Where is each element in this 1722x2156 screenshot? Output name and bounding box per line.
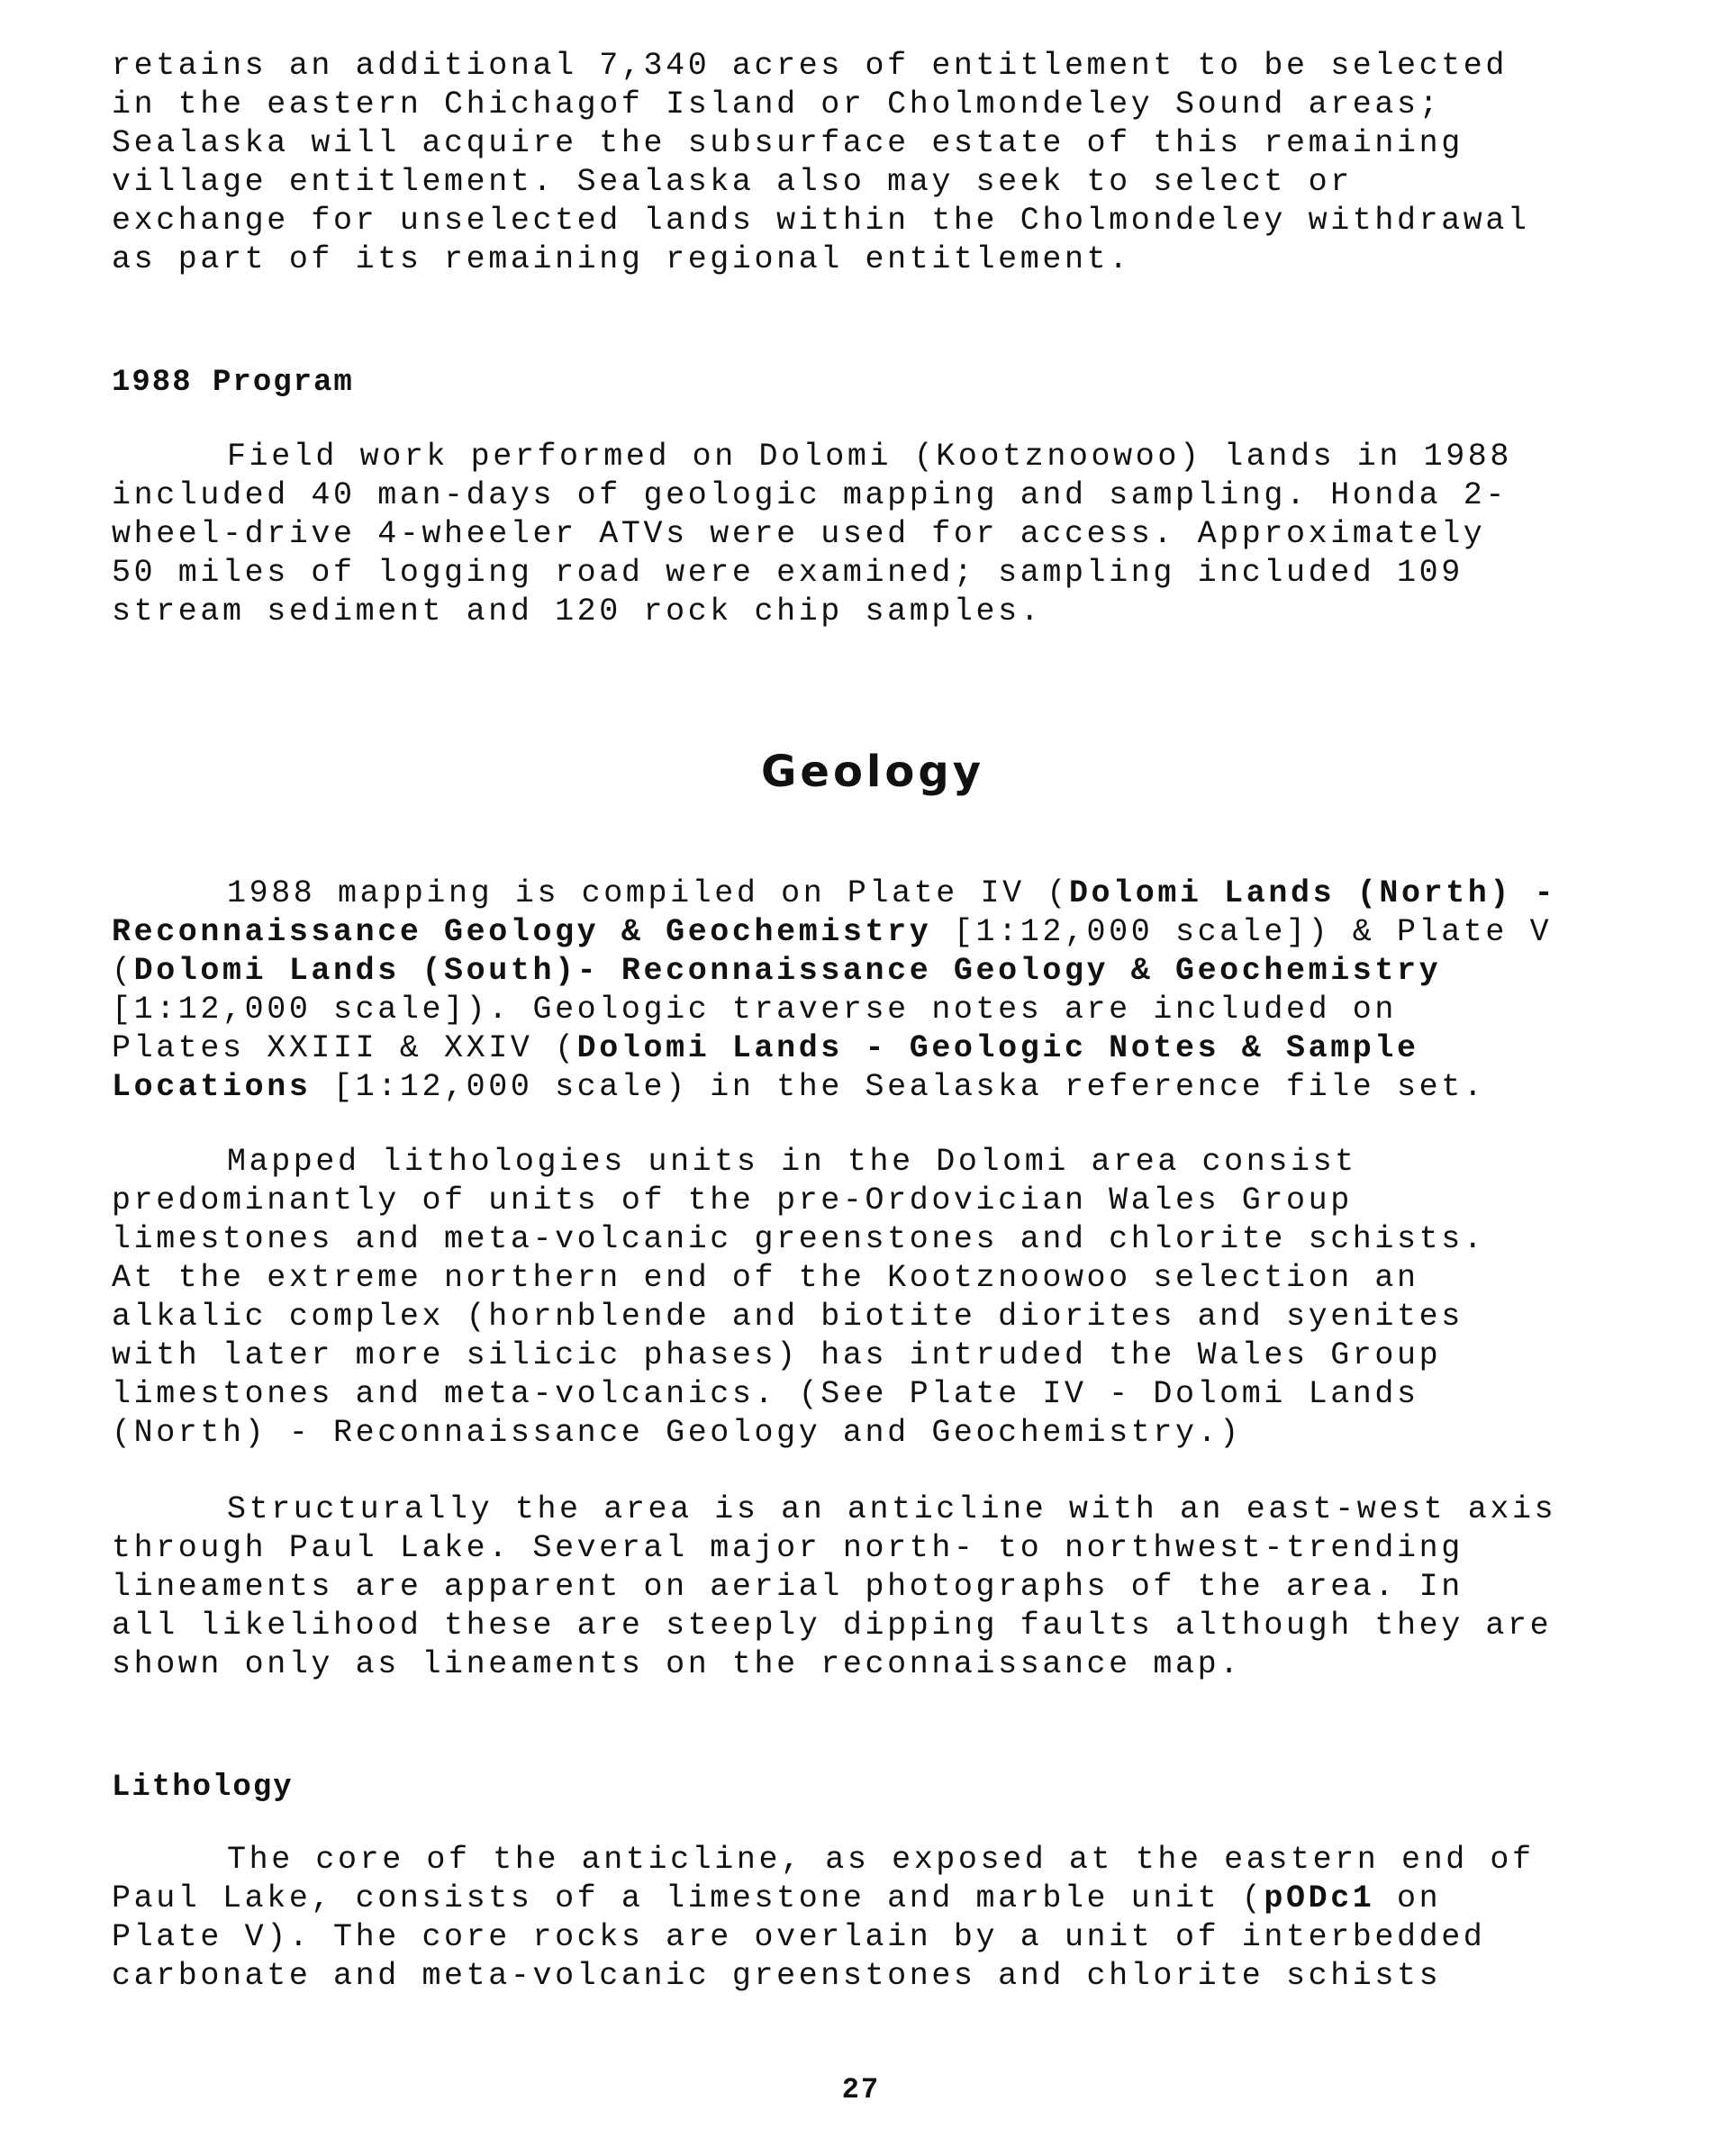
text-line: limestones and meta-volcanic greenstones and chlorite schists. [112, 1221, 1486, 1257]
mapping-paragraph [112, 874, 1634, 1107]
text-line: (North) - Reconnaissance Geology and Geochemistry.) [112, 1415, 1242, 1451]
text-line: stream sediment and 120 rock chip samples. [112, 593, 1043, 630]
text-line: village entitlement. Sealaska also may seek to select or [112, 164, 1353, 200]
structure-paragraph [112, 1490, 1634, 1684]
intro-paragraph [112, 47, 1634, 279]
text-line: 50 miles of logging road were examined; sampling included 109 [112, 555, 1464, 591]
lithology-heading: Lithology [112, 1771, 294, 1805]
text-line: in the eastern Chichagof Island or Cholmondeley Sound areas; [112, 86, 1442, 122]
text-line: all likelihood these are steeply dipping faults although they are [112, 1608, 1553, 1644]
text-line: predominantly of units of the pre-Ordovician Wales Group [112, 1182, 1353, 1218]
text-line: included 40 man-days of geologic mapping and sampling. Honda 2- [112, 477, 1509, 513]
geology-title: Geology [760, 747, 984, 797]
text-line: exchange for unselected lands within the Cholmondeley withdrawal [112, 203, 1530, 239]
page-number: 27 [841, 2073, 881, 2106]
text-line: Paul Lake, consists of a limestone and marble unit (pODc1 on [112, 1880, 1442, 1916]
document-page [112, 47, 1634, 1996]
text-line: carbonate and meta-volcanic greenstones and chlorite schists [112, 1958, 1442, 1994]
text-line: Plate V). The core rocks are overlain by a unit of interbedded [112, 1919, 1486, 1955]
text-line: shown only as lineaments on the reconnaissance map. [112, 1646, 1242, 1682]
text-line: Reconnaissance Geology & Geochemistry [1:12,000 scale]) & Plate V [112, 914, 1553, 950]
text-line: (Dolomi Lands (South)- Reconnaissance Geology & Geochemistry [112, 953, 1442, 989]
text-line: Structurally the area is an anticline with an east-west axis [227, 1491, 1557, 1527]
text-line: Sealaska will acquire the subsurface estate of this remaining [112, 125, 1464, 161]
lithologies-paragraph [112, 1143, 1634, 1453]
text-line: Field work performed on Dolomi (Kootznoowoo) lands in 1988 [227, 439, 1512, 475]
text-line: retains an additional 7,340 acres of entitlement to be selected [112, 48, 1509, 84]
lithology-paragraph [112, 1841, 1634, 1996]
text-line: 1988 mapping is compiled on Plate IV (Dolomi Lands (North) - [227, 875, 1557, 911]
text-line: Mapped lithologies units in the Dolomi area consist [227, 1144, 1357, 1180]
program-paragraph [112, 438, 1634, 631]
text-line: with later more silicic phases) has intruded the Wales Group [112, 1337, 1442, 1373]
text-line: limestones and meta-volcanics. (See Plate IV - Dolomi Lands [112, 1376, 1419, 1412]
text-line: alkalic complex (hornblende and biotite diorites and syenites [112, 1299, 1464, 1335]
text-line: Locations [1:12,000 scale) in the Sealaska reference file set. [112, 1069, 1486, 1105]
text-line: through Paul Lake. Several major north- to northwest-trending [112, 1530, 1464, 1566]
text-line: wheel-drive 4-wheeler ATVs were used for access. Approximately [112, 516, 1486, 552]
text-line: lineaments are apparent on aerial photographs of the area. In [112, 1569, 1464, 1605]
text-line: [1:12,000 scale]). Geologic traverse notes are included on [112, 992, 1397, 1028]
text-line: as part of its remaining regional entitlement. [112, 241, 1131, 277]
text-line: The core of the anticline, as exposed at the eastern end of [227, 1842, 1535, 1878]
program-heading: 1988 Program [112, 366, 354, 400]
text-line: At the extreme northern end of the Kootznoowoo selection an [112, 1260, 1419, 1296]
text-line: Plates XXIII & XXIV (Dolomi Lands - Geologic Notes & Sample [112, 1030, 1419, 1066]
